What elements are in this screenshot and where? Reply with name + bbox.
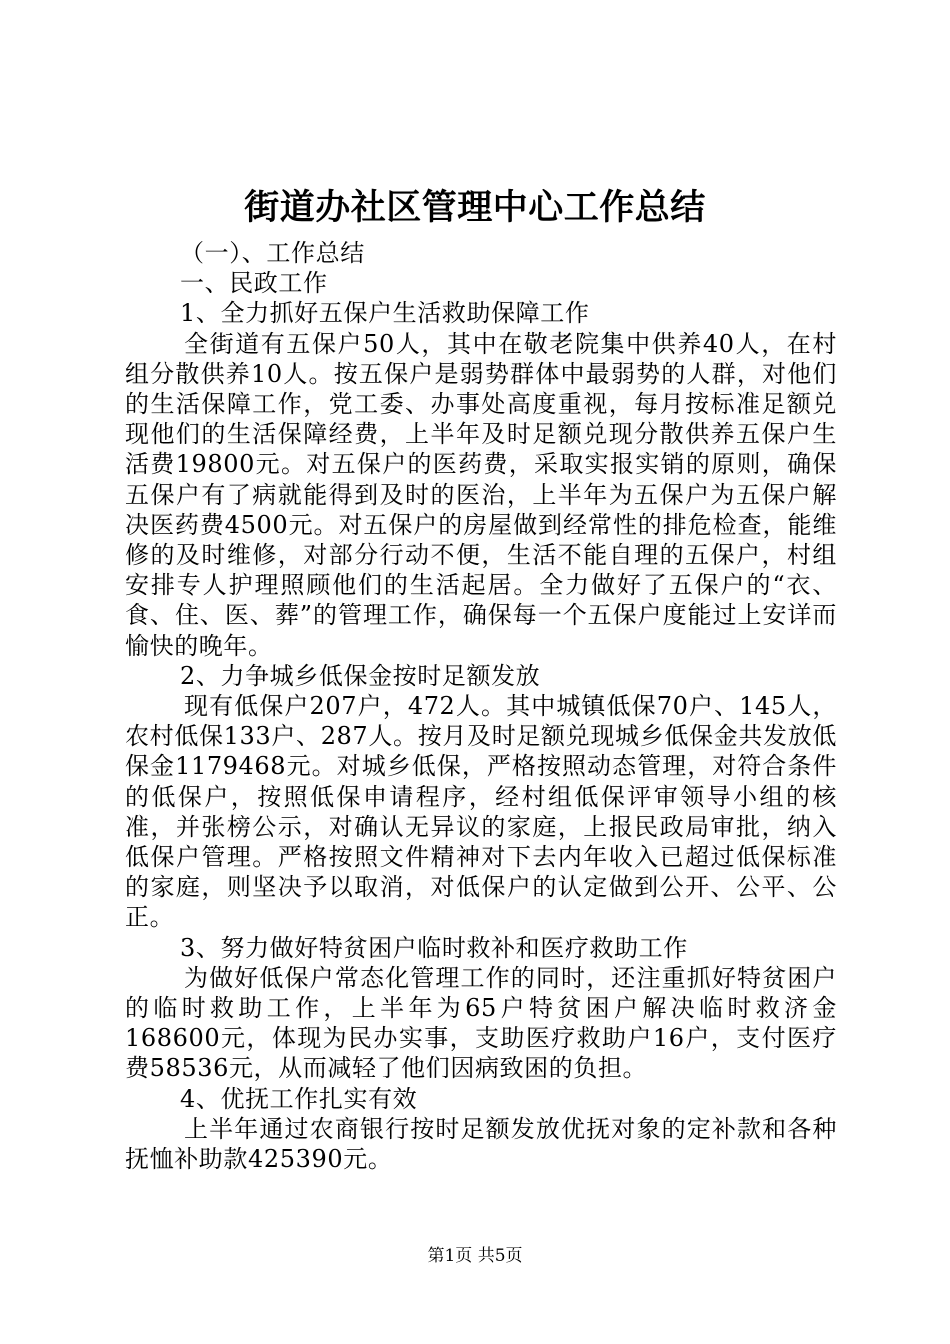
- body-paragraph: 全街道有五保户50人，其中在敬老院集中供养40人，在村组分散供养10人。按五保户是弱势群体中最弱势的人群，对他们的生活保障工作，党工委、办事处高度重视，每月按标准足额兑现他们的生活保障经费，上半年及时足额兑现分散供养五保户生活费19800元。对五保户的医药费，采取实报实销的原则，确保五保户有了病就能得到及时的医治，上半年为五保户为五保户解决医药费4500元。对五保户的房屋做到经常性的排危检查，能维修的及时维修，对部分行动不便，生活不能自理的五保户，村组安排专人护理照顾他们的生活起居。全力做好了五保户的“衣、食、住、医、葬”的管理工作，确保每一个五保户度能过上安详而愉快的晚年。: [125, 329, 837, 660]
- subsection-heading: 4、优抚工作扎实有效: [180, 1084, 418, 1113]
- subsection-heading: 3、努力做好特贫困户临时救补和医疗救助工作: [180, 933, 688, 962]
- page-footer: 第1页 共5页: [427, 1246, 523, 1266]
- section-heading: （一）、工作总结: [180, 239, 365, 267]
- subsection-heading: 2、力争城乡低保金按时足额发放: [180, 661, 541, 690]
- body-paragraph: 现有低保户207户，472人。其中城镇低保70户、145人，农村低保133户、287人。按月及时足额兑现城乡低保金共发放低保金1179468元。对城乡低保，严格按照动态管理，对符合条件的低保户，按照低保申请程序，经村组低保评审领导小组的核准，并张榜公示，对确认无异议的家庭，上报民政局审批，纳入低保户管理。严格按照文件精神对下去内年收入已超过低保标准的家庭，则坚决予以取消，对低保户的认定做到公开、公平、公正。: [125, 692, 837, 932]
- document-title: 街道办社区管理中心工作总结: [244, 187, 706, 228]
- body-paragraph: 为做好低保户常态化管理工作的同时，还注重抓好特贫困户的临时救助工作，上半年为65户特贫困户解决临时救济金168600元，体现为民办实事，支助医疗救助户16户，支付医疗费58536元，从而减轻了他们因病致困的负担。: [125, 963, 837, 1083]
- document-body: [125, 238, 837, 1174]
- section-heading: 一、民政工作: [180, 269, 328, 298]
- body-paragraph: 上半年通过农商银行按时足额发放优抚对象的定补款和各种抚恤补助款425390元。: [125, 1114, 837, 1174]
- subsection-heading: 1、全力抓好五保户生活救助保障工作: [180, 299, 590, 328]
